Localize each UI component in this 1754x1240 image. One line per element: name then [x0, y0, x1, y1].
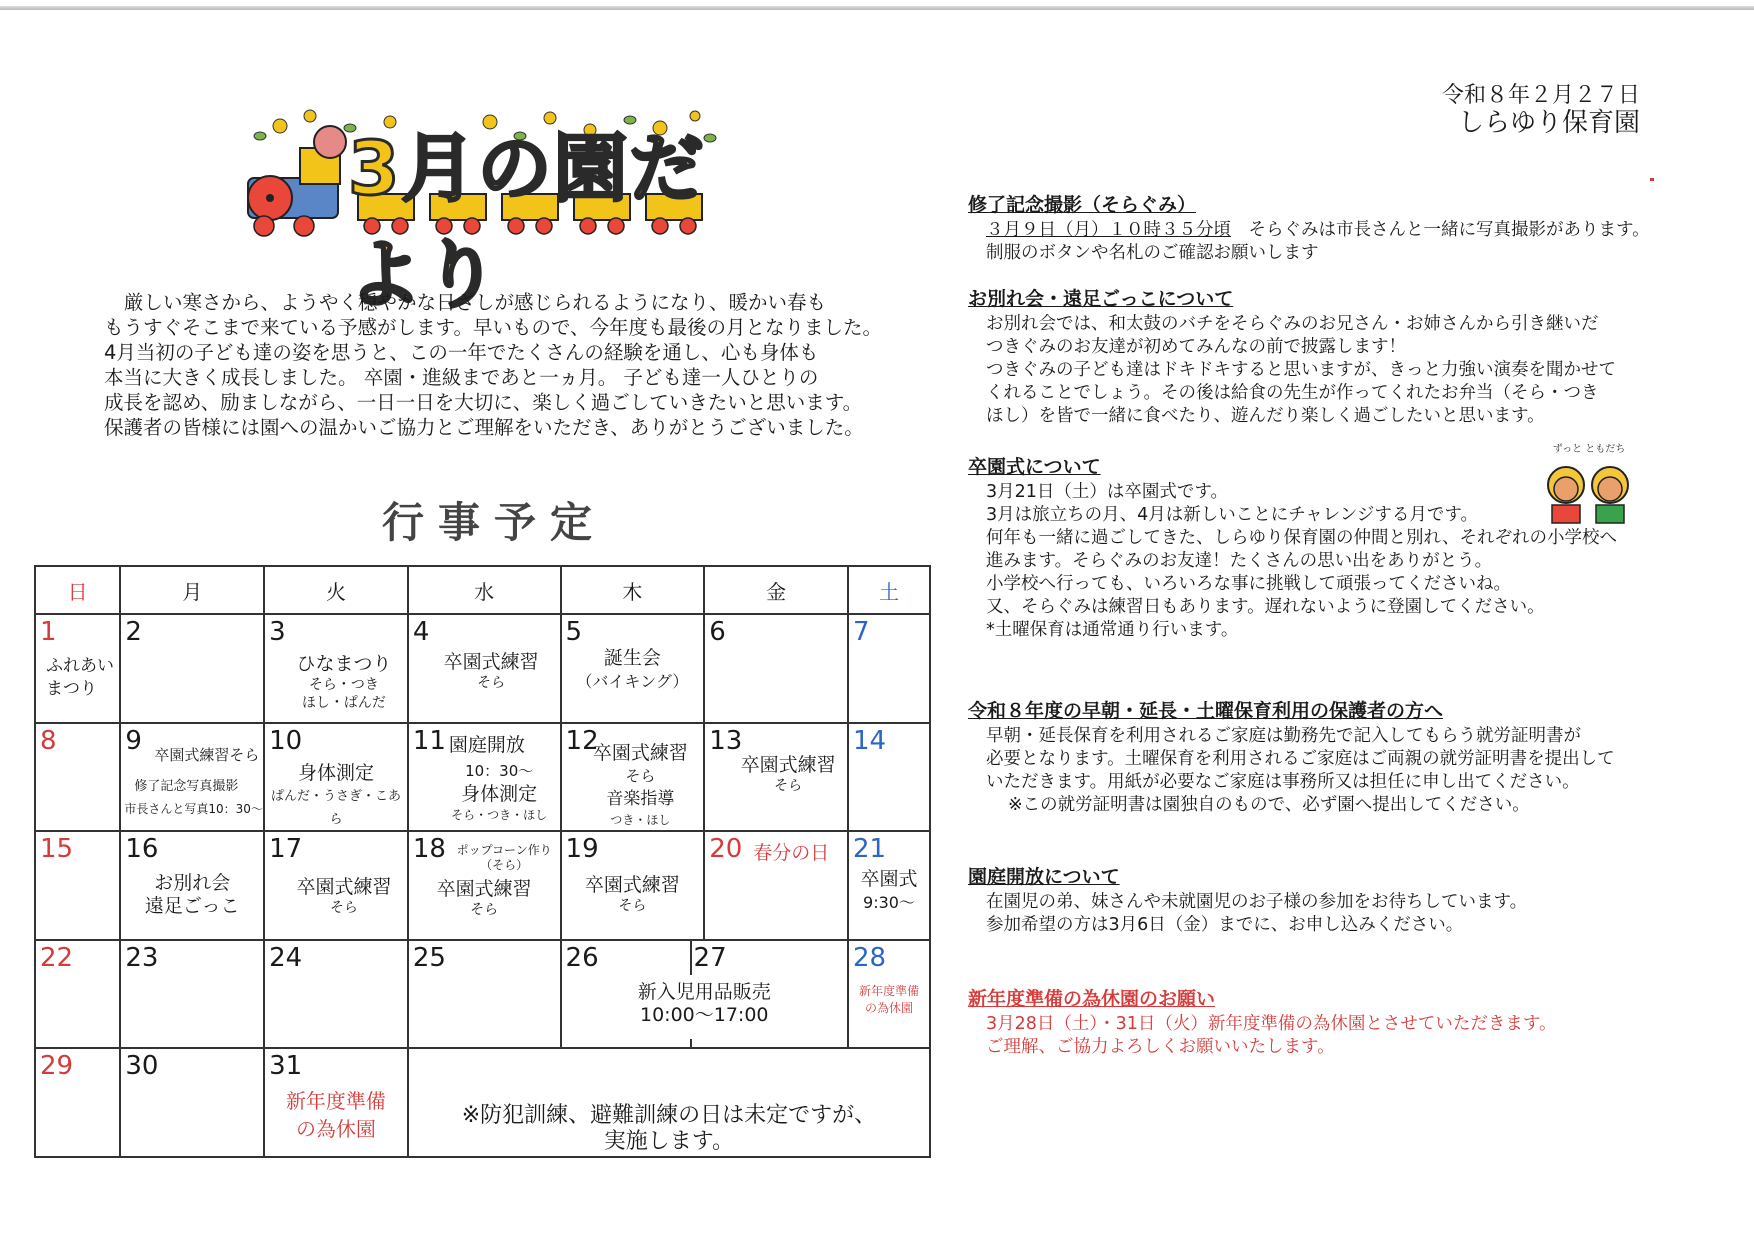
day-event — [409, 760, 560, 824]
organization-name: しらゆり保育園 — [1457, 108, 1640, 138]
day-number: 15 — [40, 834, 74, 865]
event-text: 遠足ごっこ — [144, 895, 240, 918]
calendar-day — [264, 614, 408, 723]
intro-line: もうすぐそこまで来ている予感がします。早いもので、今年度も最後の月となりました。 — [104, 316, 883, 339]
weekday-mon: 月 — [120, 566, 264, 614]
day-number: 2 — [125, 617, 142, 647]
section-text: 何年も一緒に過ごしてきた、しらゆり保育園の仲間と別れ、それぞれの小学校へ — [986, 528, 1618, 548]
event-text: そら — [470, 902, 499, 919]
event-text: の為休園 — [864, 1000, 913, 1015]
section-heading: 園庭開放について — [968, 866, 1120, 888]
day-number: 18 — [412, 834, 446, 865]
day-number: 20 — [709, 834, 743, 865]
calendar-day-span — [561, 940, 848, 1049]
calendar-week — [35, 831, 930, 940]
section-text: お別れ会では、和太鼓のバチをそらぐみのお兄さん・お姉さんから引き継いだ — [986, 314, 1599, 334]
day-number: 22 — [40, 942, 74, 973]
event-text: 市長さんと写真10：30～ — [124, 801, 263, 816]
event-text: 卒園式練習 — [436, 878, 532, 901]
calendar-day — [120, 831, 264, 940]
calendar-day — [561, 614, 705, 723]
day-number: 1 — [40, 617, 57, 647]
event-text: 卒園式練習 — [740, 753, 836, 776]
day-number: 29 — [40, 1051, 74, 1082]
event-text: ふれあい — [46, 656, 114, 676]
calendar-day — [35, 723, 120, 832]
day-event — [562, 981, 847, 1027]
day-number: 17 — [269, 834, 303, 865]
day-number: 7 — [853, 617, 870, 647]
intro-line: 4月当初の子ども達の姿を思うと、この一年でたくさんの経験を通し、心も身体も — [104, 341, 819, 364]
day-event — [849, 868, 929, 914]
section-heading: 新年度準備の為休園のお願い — [968, 988, 1216, 1010]
calendar-day — [848, 940, 930, 1049]
children-icon — [1540, 455, 1638, 529]
section-text: 3月21日（土）は卒園式です。 — [986, 482, 1229, 502]
section-text: *土曜保育は通常通り行います。 — [986, 620, 1239, 640]
section-heading: 卒園式について — [968, 456, 1101, 478]
calendar-day — [264, 940, 408, 1049]
day-number: 6 — [709, 617, 726, 647]
day-number: 16 — [125, 834, 159, 865]
calendar-day — [848, 831, 930, 940]
event-text: ぱんだ・うさぎ・こあら — [270, 788, 401, 827]
day-number: 27 — [693, 942, 727, 973]
event-text: 10：30～ — [465, 761, 534, 780]
section-text: 必要となります。土曜保育を利用されるご家庭はご両親の就労証明書を提出して — [986, 749, 1615, 769]
red-mark — [1650, 178, 1654, 181]
day-number: 5 — [565, 617, 583, 647]
event-text: 音楽指導 — [606, 788, 675, 809]
holiday-label: 春分の日 — [753, 842, 830, 865]
day-event — [562, 647, 704, 693]
event-text: そら — [625, 766, 656, 785]
note-text: ※防犯訓練、避難訓練の日は未定ですが、 — [461, 1103, 877, 1129]
photo-date: ３月９日（月）１０時３５分頃 — [986, 220, 1231, 240]
event-text: 新年度準備 — [858, 983, 919, 998]
calendar-day — [848, 614, 930, 723]
day-event — [409, 842, 560, 872]
event-text: 卒園式練習 — [296, 876, 392, 899]
day-event — [562, 742, 704, 829]
event-text: の為休園 — [295, 1117, 376, 1142]
day-event — [124, 744, 263, 821]
day-event — [265, 876, 407, 917]
calendar-day — [120, 614, 264, 723]
calendar-day — [408, 723, 561, 832]
event-text: お別れ会 — [154, 872, 231, 895]
scan-top-edge — [0, 6, 1754, 10]
intro-message — [104, 290, 894, 440]
day-number: 26 — [565, 942, 599, 973]
section-heading: 令和８年度の早朝・延長・土曜保育利用の保護者の方へ — [968, 700, 1444, 722]
calendar-day — [264, 831, 408, 940]
section-text: 進みます。そらぐみのお友達！たくさんの思い出をありがとう。 — [986, 551, 1493, 571]
calendar-week — [35, 1048, 930, 1157]
intro-line: 本当に大きく成長しました。 卒園・進級まであと一ヵ月。 子ども達一人ひとりの — [104, 366, 819, 389]
section-text: ご理解、ご協力よろしくお願いいたします。 — [986, 1037, 1335, 1057]
section-text: 3月は旅立ちの月、4月は新しいことにチャレンジする月です。 — [986, 505, 1478, 525]
day-number: 14 — [853, 725, 887, 756]
kids-illustration — [1540, 440, 1638, 528]
section-text: くれることでしょう。その後は給食の先生が作ってくれたお弁当（そら・つき — [986, 383, 1599, 403]
day-number: 10 — [269, 725, 303, 756]
section-text: 又、そらぐみは練習日もあります。遅れないように登園してください。 — [986, 597, 1545, 617]
event-text: 卒園式練習 — [592, 741, 688, 764]
calendar-day — [120, 940, 264, 1049]
day-event — [409, 651, 560, 692]
section-closure-notice — [968, 988, 1668, 1059]
section-text: つきぐみのお友達が初めてみんなの前で披露します！ — [986, 337, 1406, 357]
section-text: つきぐみの子ども達はドキドキすると思いますが、きっと力強い演奏を聞かせて — [986, 360, 1616, 380]
calendar-day — [408, 831, 561, 940]
event-text: （バイキング） — [576, 672, 689, 691]
calendar-day — [561, 831, 705, 940]
event-text: 誕生会 — [603, 647, 661, 669]
section-text: 小学校へ行っても、いろいろな事に挑戦して頑張ってくださいね。 — [986, 574, 1511, 594]
section-text: 参加希望の方は3月6日（金）までに、お申し込みください。 — [986, 915, 1464, 935]
event-text: 卒園式練習 — [584, 874, 680, 897]
day-number: 21 — [853, 834, 887, 865]
day-number: 28 — [853, 942, 887, 973]
weekday-wed: 水 — [408, 566, 561, 614]
event-text: 新入児用品販売 — [637, 980, 771, 1003]
calendar-week — [35, 723, 930, 832]
calendar-day — [704, 723, 848, 832]
event-text: ひなまつり — [296, 653, 392, 675]
weekday-sun: 日 — [35, 566, 120, 614]
day-event — [705, 754, 847, 795]
section-text: 早朝・延長保育を利用されるご家庭は勤務先で記入してもらう就労証明書が — [986, 726, 1581, 746]
day-number: 11 — [412, 725, 446, 756]
day-event — [849, 983, 929, 1017]
weekday-tue: 火 — [264, 566, 408, 614]
day-event — [409, 734, 560, 757]
section-text: いただきます。用紙が必要なご家庭は事務所又は担任に申し出てください。 — [986, 772, 1580, 792]
event-text: 卒園式練習そら — [154, 745, 260, 764]
weekday-fri: 金 — [704, 566, 848, 614]
event-text: そら — [329, 900, 358, 917]
calendar-day — [35, 614, 120, 723]
section-heading: 修了記念撮影（そらぐみ） — [968, 194, 1197, 216]
events-heading: 行事予定 — [382, 498, 607, 547]
event-text: 修了記念写真撮影 — [134, 778, 239, 794]
day-number: 19 — [565, 834, 599, 865]
day-number: 12 — [565, 725, 599, 756]
event-text: そら — [477, 675, 506, 691]
day-number: 24 — [269, 942, 303, 973]
day-number: 30 — [125, 1051, 159, 1082]
section-text: 3月28日（土）・31日（火）新年度準備の為休園とさせていただきます。 — [986, 1014, 1557, 1034]
calendar-day — [120, 723, 264, 832]
section-childcare-notice — [968, 700, 1668, 817]
calendar-week — [35, 940, 930, 1049]
calendar-day — [408, 940, 561, 1049]
event-text: 10:00～17:00 — [640, 1003, 769, 1026]
event-text: 9:30～ — [863, 893, 915, 913]
day-event — [562, 874, 704, 915]
newsletter-title: 3月の園だより — [348, 126, 706, 318]
day-event — [265, 1087, 407, 1143]
day-event — [121, 872, 263, 918]
calendar-day — [848, 723, 930, 832]
issue-date: 令和８年２月２７日 — [1441, 83, 1640, 108]
day-number: 25 — [412, 942, 446, 973]
calendar-day — [264, 1048, 408, 1157]
calendar-day — [704, 831, 848, 940]
event-text: そら・つき・ほし — [451, 807, 548, 822]
day-event — [409, 878, 560, 919]
calendar-day — [264, 723, 408, 832]
section-farewell — [968, 288, 1668, 428]
event-calendar — [34, 565, 931, 1158]
calendar-day — [35, 831, 120, 940]
calendar-day — [561, 723, 705, 832]
calendar-day — [120, 1048, 264, 1157]
event-text: 身体測定 — [461, 782, 538, 805]
event-text: まつり — [46, 679, 97, 699]
photo-text: そらぐみは市長さんと一緒に写真撮影があります。 — [1231, 220, 1650, 240]
section-garden-open — [968, 866, 1668, 937]
weekday-header-row — [35, 566, 930, 614]
calendar-note — [409, 1103, 929, 1155]
intro-line: 厳しい寒さから、ようやく穏やかな日ざしが感じられるようになり、暖かい春も — [124, 291, 827, 314]
event-text: 卒園式練習 — [443, 651, 539, 673]
intro-line: 保護者の皆様には園への温かいご協力とご理解をいただき、ありがとうございました。 — [104, 416, 864, 439]
event-text: そら — [618, 898, 647, 915]
calendar-week — [35, 614, 930, 723]
event-text: 新年度準備 — [285, 1089, 386, 1114]
calendar-day — [35, 940, 120, 1049]
day-number: 31 — [269, 1051, 303, 1082]
event-text: 園庭開放 — [448, 733, 525, 756]
day-number: 3 — [269, 617, 286, 647]
weekday-thu: 木 — [561, 566, 705, 614]
calendar-day — [704, 614, 848, 723]
event-text: つき・ほし — [610, 812, 671, 827]
event-text: そら・つき — [308, 677, 379, 693]
day-event — [265, 762, 407, 831]
section-text: 在園児の弟、妹さんや未就園児のお子様の参加をお待ちしています。 — [986, 892, 1528, 912]
day-event — [265, 653, 407, 712]
day-number: 23 — [125, 942, 159, 973]
day-number: 8 — [40, 725, 57, 756]
intro-line: 成長を認め、励ましながら、一日一日を大切に、楽しく過ごしていきたいと思います。 — [104, 391, 863, 414]
event-text: （そら） — [480, 858, 529, 873]
calendar-day — [35, 1048, 120, 1157]
section-text: ほし）を皆で一緒に食べたり、遊んだり楽しく過ごしたいと思います。 — [986, 406, 1545, 426]
calendar-note-cell — [408, 1048, 930, 1157]
weekday-sat: 土 — [848, 566, 930, 614]
note-text: 実施します。 — [603, 1129, 735, 1155]
event-text: そら — [774, 777, 803, 794]
photo-text: 制服のボタンや名札のご確認お願いします — [986, 243, 1319, 263]
event-text: 卒園式 — [860, 868, 918, 891]
day-number: 13 — [709, 725, 743, 756]
illustration-caption: ずっと ともだち — [1552, 444, 1626, 455]
event-text: ポップコーン作り — [456, 843, 552, 858]
day-event — [46, 655, 119, 701]
event-text: 身体測定 — [297, 761, 374, 784]
section-graduation-photo — [968, 194, 1668, 265]
day-number: 9 — [125, 725, 142, 756]
event-text: ほし・ぱんだ — [301, 695, 386, 711]
section-note: ※この就労証明書は園独自のもので、必ず園へ提出してください。 — [1008, 795, 1530, 815]
calendar-day — [408, 614, 561, 723]
section-heading: お別れ会・遠足ごっこについて — [968, 288, 1234, 310]
day-number: 4 — [412, 617, 430, 647]
